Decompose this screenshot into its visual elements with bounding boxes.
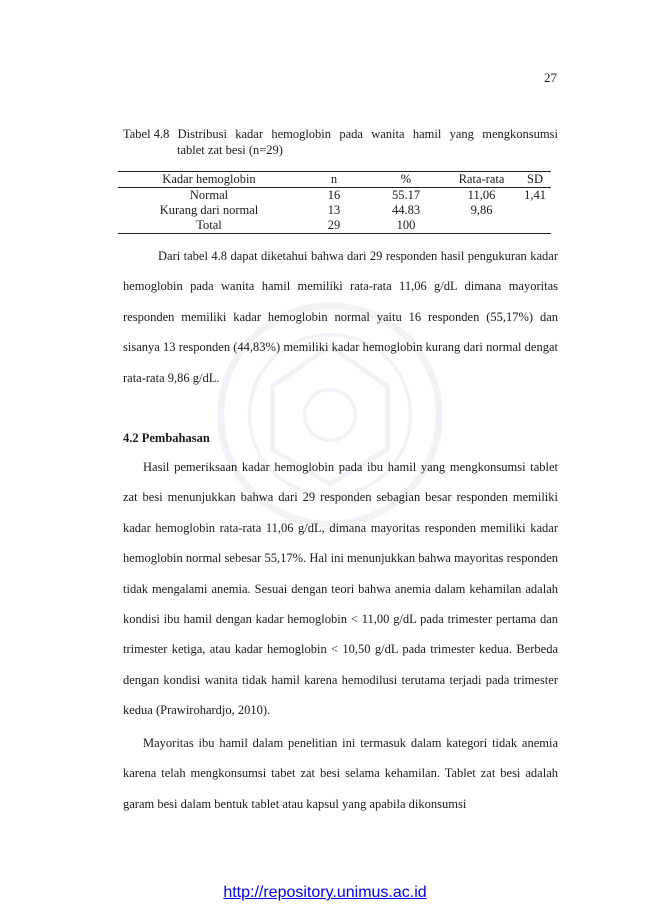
table-header-row (118, 172, 551, 188)
caption-line-2: tablet zat besi (n=29) (177, 143, 283, 157)
table-cell (519, 218, 551, 234)
caption-word: mengkonsumsi (482, 127, 558, 141)
table-cell: Kurang dari normal (159, 203, 259, 217)
paragraph-table-summary: Dari tabel 4.8 dapat diketahui bahwa dari 29 responden hasil pengukuran kadar hemoglobin pada wanita hamil memiliki rata-rata 11,06 g/dL dimana mayoritas responden memiliki kadar hemoglobin normal yaitu 16 responden (55,17%) dan sisanya 13 responden (44,83%) memiliki kadar hemoglobin kurang dari normal dengat rata-rata 9,86 g/dL. (123, 249, 558, 385)
table-cell: 55.17 (391, 188, 421, 202)
column-header: % (368, 172, 444, 188)
table-row (118, 188, 551, 204)
paragraph-discussion-1: Hasil pemeriksaan kadar hemoglobin pada ibu hamil yang mengkonsumsi tablet zat besi menunjukkan bahwa dari 29 responden sebagian besar responden memiliki kadar hemoglobin rata-rata 11,06 g/dL, dimana mayoritas responden memiliki kadar hemoglobin normal sebesar 55,17%. Hal ini menunjukkan bahwa mayoritas responden tidak mengalami anemia. Sesuai dengan teori bahwa anemia dalam kehamilan adalah kondisi ibu hamil dengan kadar hemoglobin < 11,00 g/dL pada trimester pertama dan trimester ketiga, atau kadar hemoglobin < 10,50 g/dL pada trimester kedua. Berbeda dengan kondisi wanita tidak hamil karena hemodilusi terutama terjadi pada trimester kedua (Prawirohardjo, 2010). (123, 460, 558, 718)
caption-word: yang (449, 127, 474, 141)
table-cell (519, 203, 551, 218)
caption-line-1 (123, 126, 558, 142)
column-header: SD (519, 172, 551, 188)
caption-word: kadar (235, 127, 264, 141)
paragraph-discussion-2: Mayoritas ibu hamil dalam penelitian ini termasuk dalam kategori tidak anemia karena telah mengkonsumsi tabet zat besi selama kehamilan. Tablet zat besi adalah garam besi dalam bentuk tablet atau kapsul yang apabila dikonsumsi (123, 736, 558, 811)
caption-word: wanita (371, 127, 405, 141)
table-cell: 11,06 (467, 188, 496, 202)
caption-word: hamil (412, 127, 442, 141)
table-cell: 29 (300, 218, 368, 234)
table-row (118, 203, 551, 218)
hemoglobin-distribution-table (118, 171, 551, 234)
column-header: Rata-rata (444, 172, 519, 188)
section-heading: 4.2 Pembahasan (123, 431, 210, 445)
table-cell: 1,41 (524, 188, 546, 202)
table-cell: 13 (327, 203, 341, 217)
column-header: Kadar hemoglobin (118, 172, 300, 188)
caption-word: Distribusi (177, 127, 227, 141)
caption-label: Tabel 4.8 (123, 127, 170, 141)
table-caption (123, 126, 558, 158)
page-number: 27 (544, 70, 557, 85)
column-header: n (300, 172, 368, 188)
table-cell: 44.83 (391, 203, 421, 217)
caption-word: hemoglobin (271, 127, 332, 141)
table-cell: Total (118, 218, 300, 234)
table-cell: Normal (189, 188, 229, 202)
table-cell: 16 (327, 188, 341, 202)
repository-link[interactable]: http://repository.unimus.ac.id (223, 884, 427, 901)
caption-word: pada (339, 127, 363, 141)
table-cell: 9,86 (470, 203, 493, 217)
table-row (118, 218, 551, 234)
table-cell (444, 218, 519, 234)
table-cell: 100 (368, 218, 444, 234)
